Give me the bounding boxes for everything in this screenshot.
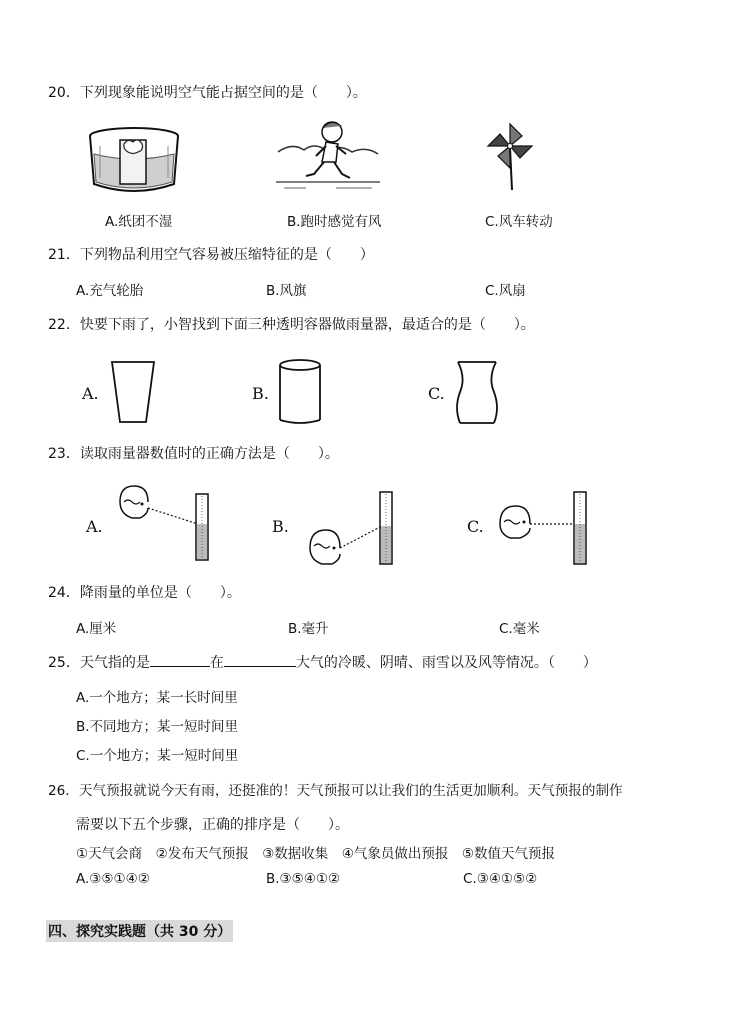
beaker-paper-illustration	[86, 126, 182, 198]
section-4-heading: 四、探究实践题（共 30 分）	[46, 920, 233, 942]
q25-option-b: B.不同地方；某一短时间里	[76, 719, 239, 735]
q24-text: 24．降雨量的单位是（ ）。	[48, 585, 241, 601]
q25-option-a: A.一个地方；某一长时间里	[76, 690, 238, 706]
q23-option-b-label: B.	[272, 517, 289, 536]
q21-option-b: B.风旗	[266, 283, 307, 299]
q24-option-a: A.厘米	[76, 621, 117, 637]
q23-option-c-label: C.	[467, 517, 484, 536]
pinwheel-illustration	[486, 122, 534, 192]
q25-text-part3: 大气的冷暖、阴晴、雨雪以及风等情况。（ ）	[295, 655, 597, 671]
q22-text: 22．快要下雨了，小智找到下面三种透明容器做雨量器，最适合的是（ ）。	[48, 317, 535, 333]
reading-level-illustration	[496, 490, 592, 566]
q25-blank-2[interactable]	[224, 652, 296, 667]
q20-option-c: C.风车转动	[485, 214, 553, 230]
q26-steps: ①天气会商 ②发布天气预报 ③数据收集 ④气象员做出预报 ⑤数值天气预报	[76, 846, 556, 862]
q26-option-a: A.③⑤①④②	[76, 871, 150, 887]
q25-text-part1: 25．天气指的是	[48, 655, 150, 671]
q21-option-a: A.充气轮胎	[76, 283, 144, 299]
q24-option-c: C.毫米	[499, 621, 540, 637]
q26-text-line1: 26．天气预报就说今天有雨，还挺准的！天气预报可以让我们的生活更加顺利。天气预报的制作	[48, 783, 623, 799]
q20-option-a: A.纸团不湿	[105, 214, 173, 230]
q24-option-b: B.毫升	[288, 621, 329, 637]
running-boy-illustration	[276, 116, 380, 198]
q21-option-c: C.风扇	[485, 283, 526, 299]
q23-text: 23．读取雨量器数值时的正确方法是（ ）。	[48, 446, 339, 462]
q20-option-b: B.跑时感觉有风	[287, 214, 382, 230]
reading-from-above-illustration	[118, 482, 214, 564]
q21-text: 21．下列物品利用空气容易被压缩特征的是（ ）	[48, 247, 374, 263]
q25-blank-1[interactable]	[150, 652, 210, 667]
q25-text	[48, 652, 597, 672]
q20-text: 20．下列现象能说明空气能占据空间的是（ ）。	[48, 85, 367, 101]
wavy-container	[456, 360, 498, 426]
q22-option-a-label: A.	[82, 384, 99, 403]
q26-text-line2: 需要以下五个步骤，正确的排序是（ ）。	[76, 817, 349, 833]
q25-text-part2: 在	[209, 655, 224, 671]
q26-option-b: B.③⑤④①②	[266, 871, 341, 887]
q22-option-c-label: C.	[428, 384, 445, 403]
q25-option-c: C.一个地方；某一短时间里	[76, 748, 239, 764]
q23-option-a-label: A.	[86, 517, 103, 536]
cylinder-container	[278, 358, 322, 426]
tapered-cup-container	[110, 360, 156, 426]
q22-option-b-label: B.	[252, 384, 269, 403]
reading-from-below-illustration	[304, 490, 396, 566]
q26-option-c: C.③④①⑤②	[463, 871, 538, 887]
